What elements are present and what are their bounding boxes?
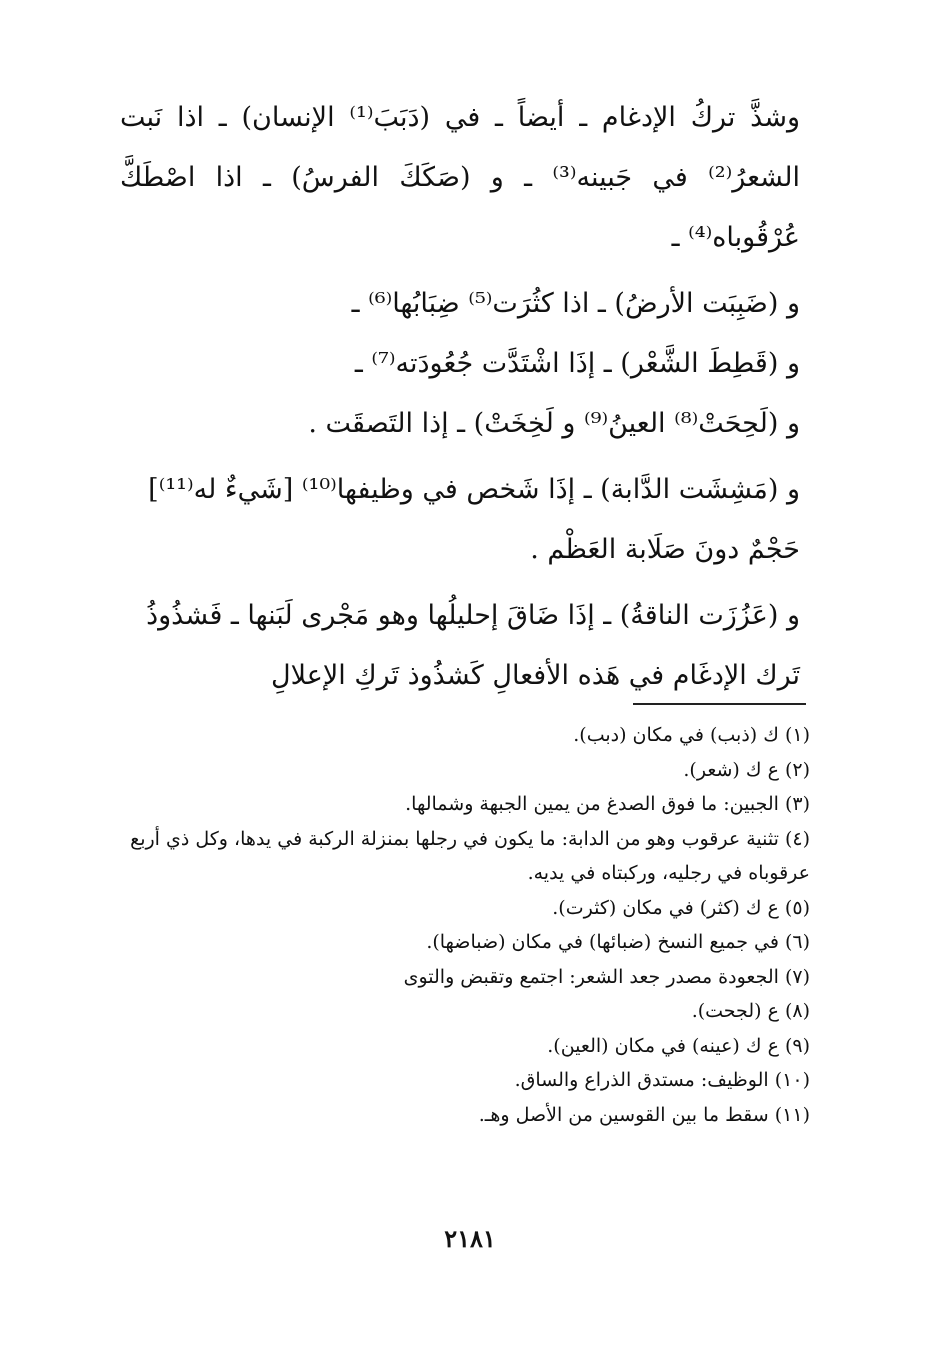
main-paragraph: و (قَطِطَ الشَّعْر) ـ إذَا اشْتَدَّت جُعُودَته⁽⁷⁾ ـ (354, 348, 800, 379)
main-paragraph: و (ضَبِبَت الأرضُ) ـ اذا كثُرَت⁽⁵⁾ ضِبَابُها⁽⁶⁾ ـ (351, 288, 800, 319)
footnote-item: (٦) في جميع النسخ (ضبائها) في مكان (ضباضها). (426, 931, 810, 953)
main-text-body (120, 88, 800, 706)
footnote-item: (٢) ع ك (شعر). (683, 758, 810, 781)
footnote-item: (١٠) الوظيف: مستدق الذراع والساق. (514, 1069, 810, 1091)
main-paragraph: و (مَشِشَت الدَّابة) ـ إذَا شَخص في وظيفها⁽¹⁰⁾ [شَيءٌ له⁽¹¹⁾] حَجْمٌ دونَ صَلَابة العَظْم . (148, 474, 800, 565)
footnote-item: (٩) ع ك (عينه) في مكان (العين). (547, 1034, 810, 1057)
footnotes-section (130, 718, 810, 1132)
footnote-item: (٤) تثنية عرقوب وهو من الدابة: ما يكون في رجلها بمنزلة الركبة في يدها، وكل ذي أربع عرقوباه في رجليه، وركبتاه في يديه. (130, 827, 810, 884)
footnote-item: (٨) ع (لجحت). (691, 1000, 810, 1022)
footnote-divider (633, 703, 806, 705)
main-paragraph: و (لَحِحَتْ⁽⁸⁾ العينُ⁽⁹⁾ و لَخِخَتْ) ـ إذا التَصقَت . (308, 408, 800, 439)
footnote-item: (٥) ع ك (كثر) في مكان (كثرت). (552, 896, 810, 919)
footnote-item: (١١) سقط ما بين القوسين من الأصل وهـ. (478, 1103, 810, 1126)
footnote-item: (٣) الجبين: ما فوق الصدغ من يمين الجبهة وشمالها. (405, 793, 810, 815)
footnote-item: (٧) الجعودة مصدر جعد الشعر: اجتمع وتقبض والتوى (403, 965, 810, 988)
footnote-item: (١) ك (ذبب) في مكان (دبب). (573, 724, 810, 746)
page-number: ٢١٨١ (444, 1224, 496, 1253)
main-paragraph: و (عَزُزَت الناقةُ) ـ إذَا ضَاقَ إحليلُها وهو مَجْرى لَبَنها ـ فَشذُوذُ تَرك الإدغَام في هَذه الأفعالِ كَشذُوذ تَركِ الإعلالِ (146, 600, 800, 691)
main-paragraph: وشذَّ تركُ الإدغام ـ أيضاً ـ في (دَبَبَ⁽¹⁾ الإنسان) ـ اذا نَبت الشعرُ⁽²⁾ في جَبينه⁽³⁾ ـ و (صَكَكَ الفرسُ) ـ اذا اصْطَكَّ عُرْقُوباه⁽⁴⁾ ـ (120, 102, 800, 253)
